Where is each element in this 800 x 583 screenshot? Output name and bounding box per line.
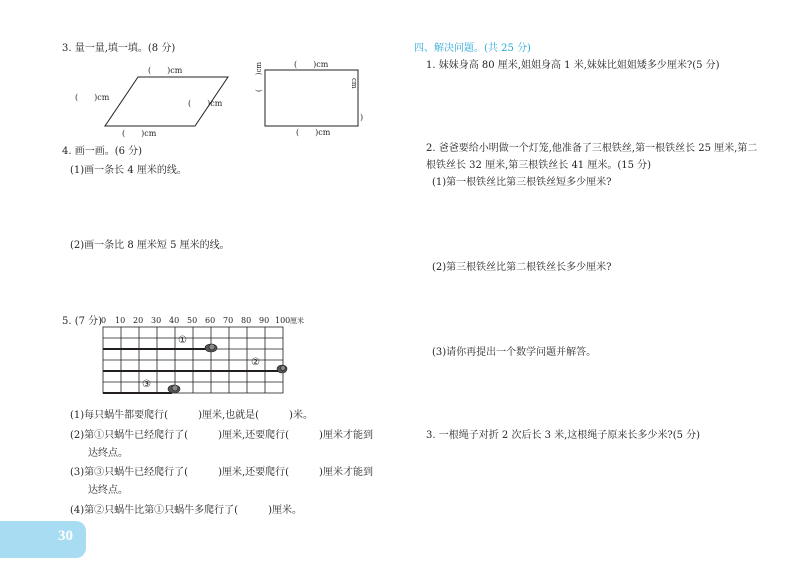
page-tab bbox=[0, 521, 86, 558]
q5-part2-line2: 达终点。 bbox=[88, 448, 128, 459]
q4-title: 4. 画一画。(6 分) bbox=[62, 146, 143, 157]
para-left-blank[interactable]: ( )cm bbox=[75, 93, 110, 102]
tick-label: 60 bbox=[205, 316, 216, 325]
q5-part3-line2: 达终点。 bbox=[88, 485, 128, 496]
q4-part2: (2)画一条比 8 厘米短 5 厘米的线。 bbox=[70, 240, 230, 251]
problem-2-part3: (3)请你再提出一个数学问题并解答。 bbox=[432, 347, 597, 358]
problem-2-line2: 根铁丝长 32 厘米,第三根铁丝长 41 厘米。(15 分) bbox=[426, 160, 652, 171]
tick-label: 70 bbox=[223, 316, 234, 325]
problem-3: 3. 一根绳子对折 2 次后长 3 米,这根绳子原来长多少米?(5 分) bbox=[426, 430, 701, 441]
rect-right-unit: cm bbox=[350, 78, 358, 89]
para-top-blank[interactable]: ( )cm bbox=[148, 66, 183, 75]
problem-2-part1: (1)第一根铁丝比第三根铁丝短多少厘米? bbox=[432, 177, 612, 188]
snail-1-label: ① bbox=[178, 335, 187, 346]
q5-title: 5. (7 分) bbox=[62, 316, 103, 327]
rect-top-blank[interactable]: ( )cm bbox=[294, 60, 329, 69]
q3-title: 3. 量一量,填一填。(8 分) bbox=[62, 43, 176, 54]
tick-label: 40 bbox=[169, 316, 180, 325]
tick-label: 50 bbox=[187, 316, 198, 325]
tick-label: 100 bbox=[275, 316, 291, 325]
snail-2-label: ② bbox=[251, 357, 260, 368]
snail-3-icon bbox=[168, 385, 180, 393]
problem-1: 1. 妹妹身高 80 厘米,姐姐身高 1 米,妹妹比姐姐矮多少厘米?(5 分) bbox=[426, 60, 720, 71]
q4-part1: (1)画一条长 4 厘米的线。 bbox=[70, 165, 187, 176]
q5-part3-line1: (3)第③只蜗牛已经爬行了( )厘米,还要爬行( )厘米才能到 bbox=[70, 467, 373, 478]
q5-part1: (1)每只蜗牛都要爬行( )厘米,也就是( )米。 bbox=[70, 410, 313, 421]
snail-3-label: ③ bbox=[142, 379, 151, 390]
rect-right-paren[interactable]: ) bbox=[360, 113, 364, 122]
problem-2-part2: (2)第三根铁丝比第二根铁丝长多少厘米? bbox=[432, 262, 612, 273]
problem-2-line1: 2. 爸爸要给小明做一个灯笼,他准备了三根铁丝,第一根铁丝长 25 厘米,第二 bbox=[426, 143, 758, 154]
section-title: 四、解决问题。(共 25 分) bbox=[414, 43, 531, 54]
tick-label: 10 bbox=[115, 316, 126, 325]
rect-left-blank[interactable]: ( )cm bbox=[255, 61, 263, 92]
tick-label: 90 bbox=[259, 316, 270, 325]
snail-1-icon bbox=[205, 344, 217, 352]
para-right-blank[interactable]: ( )cm bbox=[188, 99, 223, 108]
q5-part4: (4)第②只蜗牛比第①只蜗牛多爬行了( )厘米。 bbox=[70, 505, 302, 516]
ruler-unit: 厘米 bbox=[290, 317, 304, 325]
tick-label: 30 bbox=[151, 316, 162, 325]
snail-2-icon bbox=[277, 365, 287, 373]
para-bottom-blank[interactable]: ( )cm bbox=[122, 129, 157, 138]
tick-label: 20 bbox=[133, 316, 144, 325]
tick-label: 0 bbox=[101, 316, 107, 325]
rect-bottom-blank[interactable]: ( )cm bbox=[296, 128, 331, 137]
page-number: 30 bbox=[58, 528, 73, 544]
tick-label: 80 bbox=[241, 316, 252, 325]
q5-part2-line1: (2)第①只蜗牛已经爬行了( )厘米,还要爬行( )厘米才能到 bbox=[70, 430, 373, 441]
